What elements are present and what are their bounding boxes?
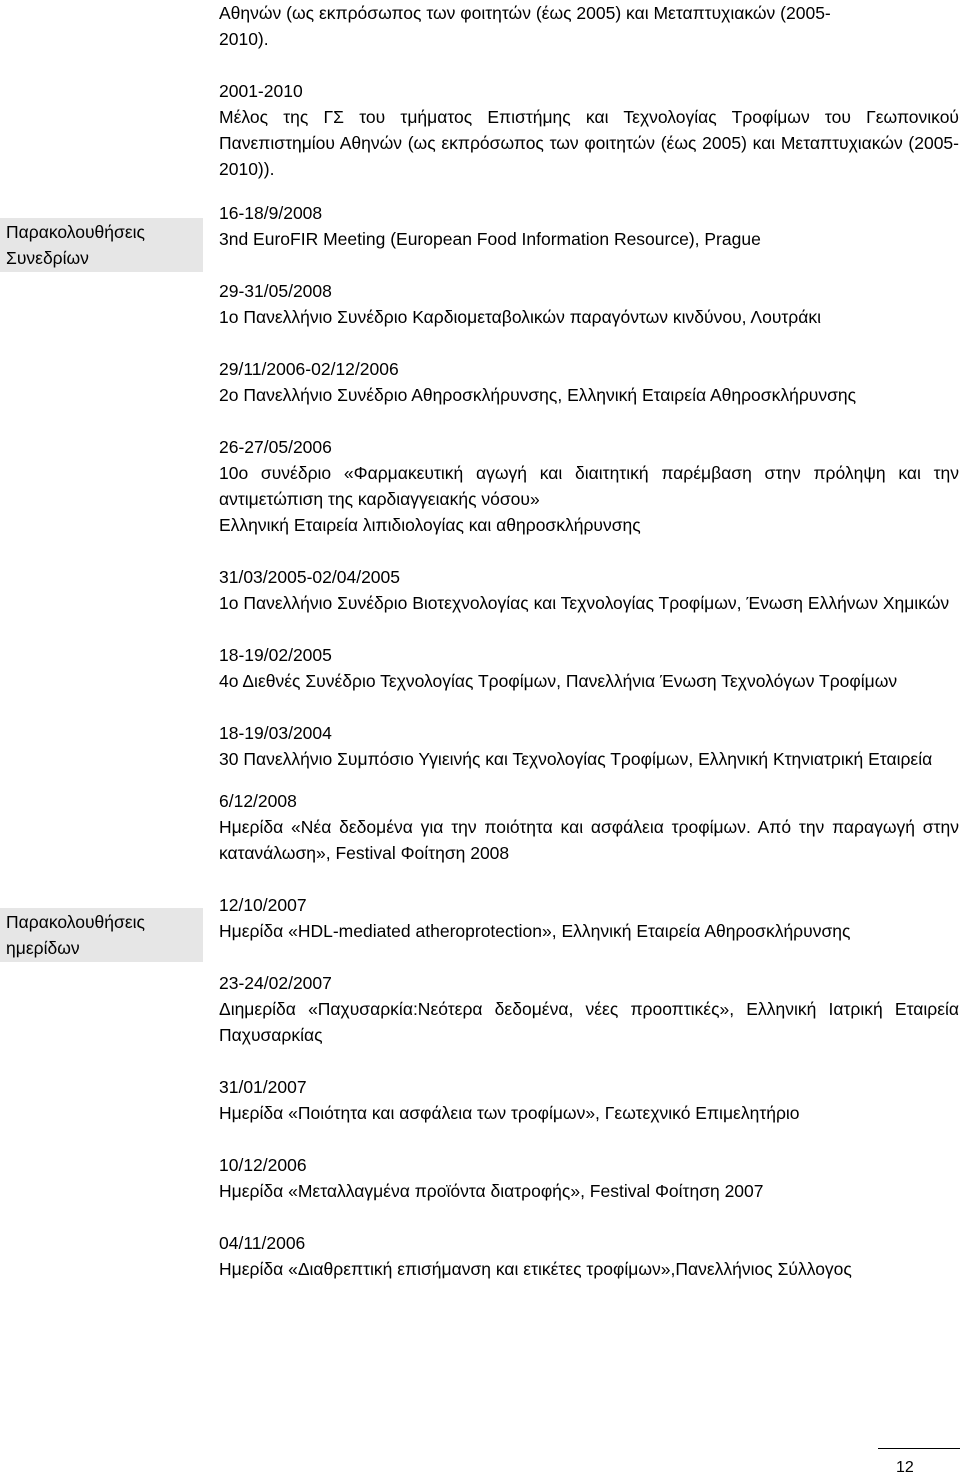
conferences-section-label [0, 218, 203, 272]
document-body [219, 0, 959, 1282]
workshop-text: Ημερίδα «Νέα δεδομένα για την ποιότητα και ασφάλεια τροφίμων. Από την παραγωγή στην κατανάλωση», Festival Φοίτηση 2008 [219, 817, 959, 863]
membership-text: Μέλος της ΓΣ του τμήματος Επιστήμης και Τεχνολογίας Τροφίμων του Γεωπονικού Πανεπιστημίου Αθηνών (ως εκπρόσωπος των φοιτητών (έως 2005) και Μεταπτυχιακών (2005-2010)). [219, 107, 959, 179]
conference-text: 2ο Πανελλήνιο Συνέδριο Αθηροσκλήρυνσης, Ελληνική Εταιρεία Αθηροσκλήρυνσης [219, 385, 857, 405]
workshop-text: Ημερίδα «Μεταλλαγμένα προϊόντα διατροφής», Festival Φοίτηση 2007 [219, 1181, 764, 1201]
conference-entry [219, 200, 959, 252]
conferences-label-line-2: Συνεδρίων [6, 248, 89, 268]
workshops-label-line-1: Παρακολουθήσεις [6, 912, 145, 932]
conference-date: 29-31/05/2008 [219, 281, 332, 301]
workshop-date: 6/12/2008 [219, 791, 297, 811]
workshop-entry [219, 1230, 959, 1282]
conference-organizer: Ελληνική Εταιρεία λιπιδιολογίας και αθηροσκλήρυνσης [219, 515, 641, 535]
intro-line-1: Αθηνών (ως εκπρόσωπος των φοιτητών (έως 2005) και Μεταπτυχιακών (2005- [219, 3, 831, 23]
conference-text: 30 Πανελλήνιο Συμπόσιο Υγιεινής και Τεχνολογίας Τροφίμων, Ελληνική Κτηνιατρική Εταιρεία [219, 749, 933, 769]
conference-text: 3nd EuroFIR Meeting (European Food Information Resource), Prague [219, 229, 761, 249]
conference-entry [219, 564, 959, 616]
conference-entry [219, 278, 959, 330]
conference-date: 29/11/2006-02/12/2006 [219, 359, 399, 379]
footer-rule [878, 1448, 960, 1449]
conference-date: 16-18/9/2008 [219, 203, 323, 223]
intro-line-2: 2010). [219, 29, 269, 49]
conference-text: 10ο συνέδριο «Φαρμακευτική αγωγή και διαιτητική παρέμβαση στην πρόληψη και την αντιμετώπιση της καρδιαγγειακής νόσου» [219, 463, 959, 509]
workshop-entry [219, 788, 959, 866]
conference-entry [219, 720, 959, 772]
conference-date: 18-19/02/2005 [219, 645, 332, 665]
conferences-list [219, 200, 959, 772]
conference-entry [219, 642, 959, 694]
conference-entry [219, 434, 959, 538]
conference-entry [219, 356, 959, 408]
workshop-entry [219, 892, 959, 944]
intro-text [219, 0, 959, 52]
conference-text: 1ο Πανελλήνιο Συνέδριο Καρδιομεταβολικών παραγόντων κινδύνου, Λουτράκι [219, 307, 822, 327]
workshop-entry [219, 970, 959, 1048]
conferences-label-line-1: Παρακολουθήσεις [6, 222, 145, 242]
workshop-date: 04/11/2006 [219, 1233, 306, 1253]
workshop-date: 31/01/2007 [219, 1077, 307, 1097]
membership-years: 2001-2010 [219, 81, 303, 101]
conference-date: 18-19/03/2004 [219, 723, 332, 743]
page-number: 12 [896, 1459, 914, 1476]
conference-date: 31/03/2005-02/04/2005 [219, 567, 400, 587]
workshop-entry [219, 1074, 959, 1126]
workshops-section-label [0, 908, 203, 962]
workshop-text: Ημερίδα «HDL-mediated atheroprotection», Ελληνική Εταιρεία Αθηροσκλήρυνσης [219, 921, 851, 941]
workshop-text: Διημερίδα «Παχυσαρκία:Νεότερα δεδομένα, νέες προοπτικές», Ελληνική Ιατρική Εταιρεία Παχυσαρκίας [219, 999, 959, 1045]
workshops-list [219, 788, 959, 1282]
workshop-date: 23-24/02/2007 [219, 973, 332, 993]
conference-text: 1ο Πανελλήνιο Συνέδριο Βιοτεχνολογίας και Τεχνολογίας Τροφίμων, Ένωση Ελλήνων Χημικών [219, 593, 950, 613]
workshop-text: Ημερίδα «Διαθρεπτική επισήμανση και ετικέτες τροφίμων»,Πανελλήνιος Σύλλογος [219, 1259, 852, 1279]
conference-date: 26-27/05/2006 [219, 437, 332, 457]
workshop-date: 12/10/2007 [219, 895, 307, 915]
workshop-text: Ημερίδα «Ποιότητα και ασφάλεια των τροφίμων», Γεωτεχνικό Επιμελητήριο [219, 1103, 800, 1123]
workshop-entry [219, 1152, 959, 1204]
workshop-date: 10/12/2006 [219, 1155, 307, 1175]
workshops-label-line-2: ημερίδων [6, 938, 80, 958]
conference-text: 4ο Διεθνές Συνέδριο Τεχνολογίας Τροφίμων, Πανελλήνια Ένωση Τεχνολόγων Τροφίμων [219, 671, 898, 691]
